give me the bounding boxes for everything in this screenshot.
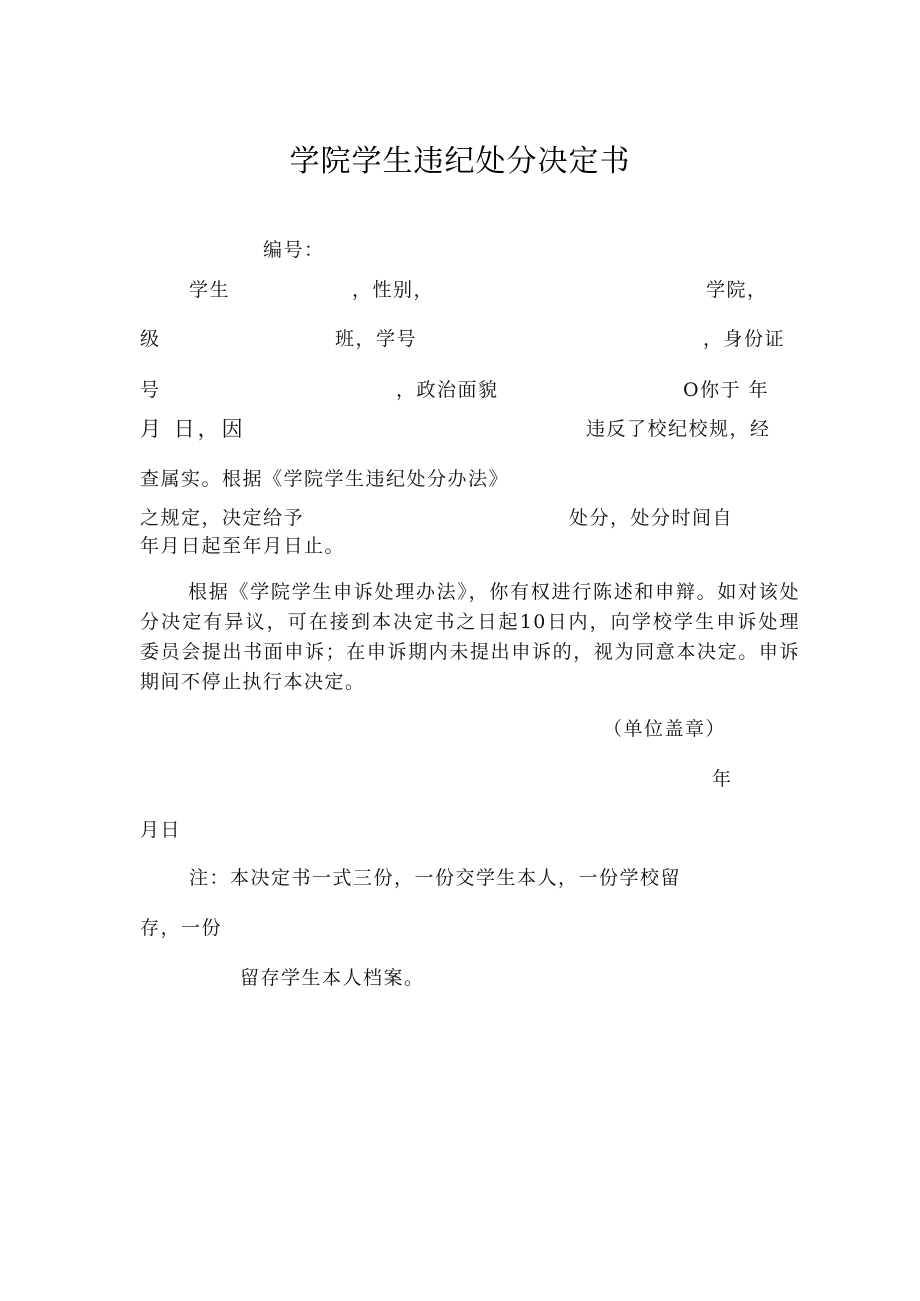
note-line-2: 存，一份 xyxy=(140,917,223,939)
decision-label: 之规定，决定给予 xyxy=(140,507,305,529)
date-year-label: 年 xyxy=(712,768,733,790)
document-title: 学院学生违纪处分决定书 xyxy=(289,144,631,179)
political-status-label: ，政治面貌 xyxy=(396,379,499,401)
seal-label: （单位盖章） xyxy=(603,718,727,740)
id-card-label: ，身份证 xyxy=(703,328,786,350)
note-line-3: 留存学生本人档案。 xyxy=(240,967,425,989)
penalty-period-label: 处分，处分时间自 xyxy=(569,507,734,529)
class-id-label: 班，学号 xyxy=(335,328,418,350)
verification-line: 查属实。根据《学院学生违纪处分办法》 xyxy=(140,468,510,490)
college-label: 学院， xyxy=(706,279,768,301)
id-number-label: 号 xyxy=(140,379,161,401)
date-intro-label: O你于 年 xyxy=(683,379,770,401)
date-month-day-label: 月日 xyxy=(140,819,182,841)
grade-label: 级 xyxy=(140,328,161,350)
number-label: 编号： xyxy=(263,239,325,261)
penalty-dates-line: 年月日起至年月日止。 xyxy=(140,535,346,557)
month-day-label: 月 日，因 xyxy=(140,417,246,441)
appeal-paragraph: 根据《学院学生申诉处理办法》，你有权进行陈述和申辩。如对该处分决定有异议，可在接到本决定书之日起10日内，向学校学生申诉处理委员会提出书面申诉；在申诉期内未提出申诉的，视为同意本决定。申诉期间不停止执行本决定。 xyxy=(140,581,800,693)
gender-label: ，性别， xyxy=(352,279,435,301)
violation-label: 违反了校纪校规，经 xyxy=(586,418,771,440)
student-label: 学生 xyxy=(189,279,231,301)
note-line-1: 注：本决定书一式三份，一份交学生本人，一份学校留 xyxy=(189,867,682,889)
